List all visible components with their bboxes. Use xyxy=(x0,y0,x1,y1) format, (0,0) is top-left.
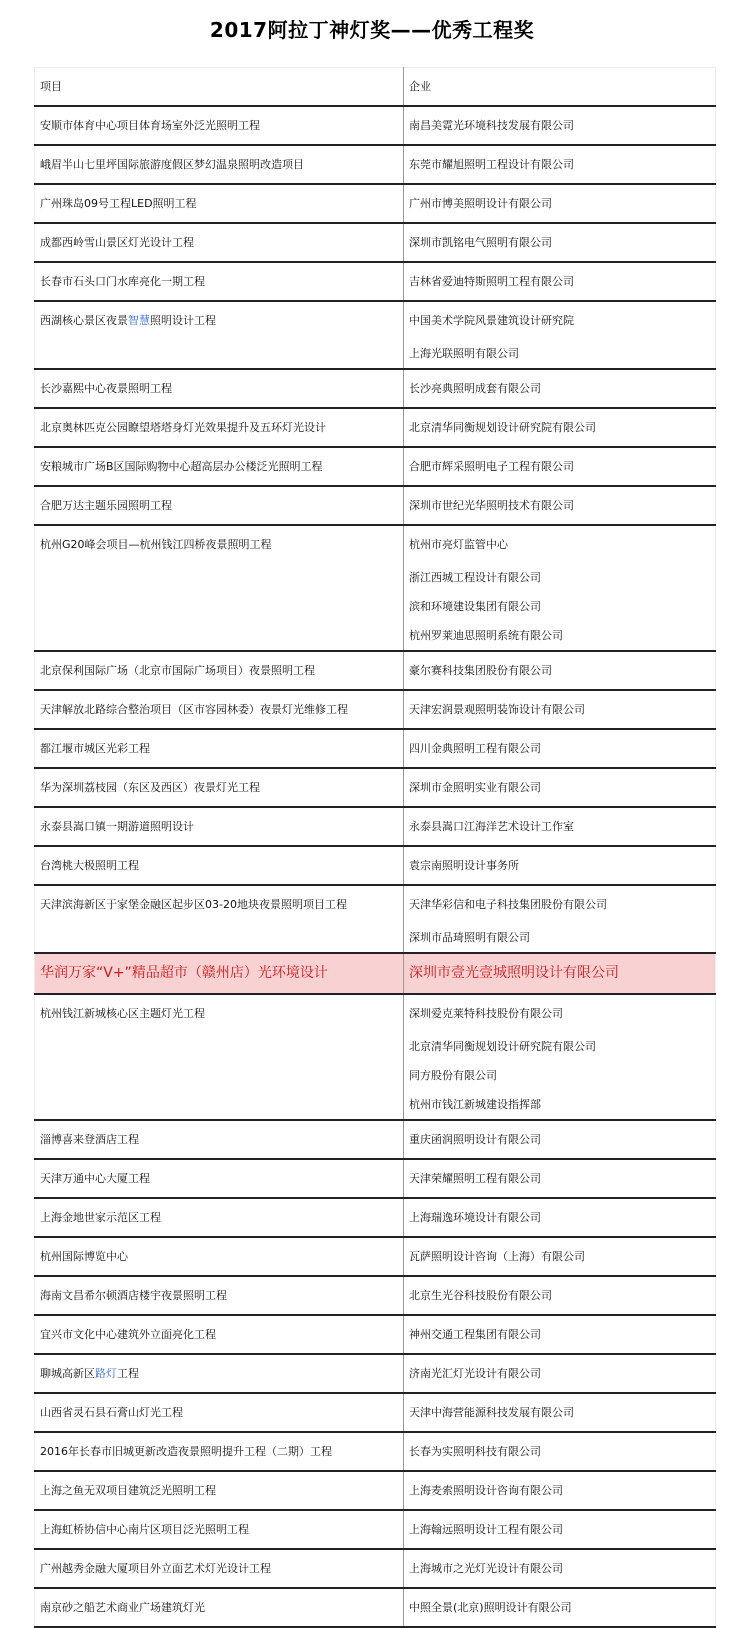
company-cell xyxy=(404,1237,716,1276)
project-name: 杭州国际博览中心 xyxy=(40,1250,128,1263)
company-name: 东莞市耀旭照明工程设计有限公司 xyxy=(409,158,574,171)
company-name: 北京清华同衡规划设计研究院有限公司 xyxy=(409,1040,596,1053)
project-name-segment: 聊城高新区 xyxy=(40,1367,95,1380)
company-cell xyxy=(404,1276,716,1315)
project-name-highlighted-segment: 智慧 xyxy=(128,314,150,327)
project-name: 天津万通中心大厦工程 xyxy=(40,1172,150,1185)
project-cell xyxy=(35,1237,404,1276)
project-name-segment: 西湖核心景区夜景 xyxy=(40,314,128,327)
project-cell xyxy=(35,1393,404,1432)
company-cell xyxy=(404,369,716,408)
company-cell xyxy=(404,486,716,525)
award-table-body xyxy=(35,68,716,1628)
company-name: 中照全景(北京)照明设计有限公司 xyxy=(409,1601,572,1614)
table-row xyxy=(35,846,716,885)
company-name: 杭州市钱江新城建设指挥部 xyxy=(409,1098,541,1111)
company-name: 天津中海营能源科技发展有限公司 xyxy=(409,1406,574,1419)
project-cell xyxy=(35,1315,404,1354)
company-name: 天津华彩信和电子科技集团股份有限公司 xyxy=(409,898,607,911)
table-row xyxy=(35,301,716,369)
company-name: 南昌美霓光环境科技发展有限公司 xyxy=(409,119,574,132)
project-cell xyxy=(35,145,404,184)
project-name: 长沙嘉熙中心夜景照明工程 xyxy=(40,382,172,395)
header-project xyxy=(35,68,404,107)
company-name: 深圳市凯铭电气照明有限公司 xyxy=(409,236,552,249)
project-name: 山西省灵石县石膏山灯光工程 xyxy=(40,1406,183,1419)
company-cell xyxy=(404,807,716,846)
table-row xyxy=(35,408,716,447)
project-cell xyxy=(35,729,404,768)
project-name: 上海虹桥协信中心南片区项目泛光照明工程 xyxy=(40,1523,249,1536)
company-cell xyxy=(404,1120,716,1159)
project-name: 北京奥林匹克公园瞭望塔塔身灯光效果提升及五环灯光设计 xyxy=(40,421,326,434)
project-name: 海南文昌希尔顿酒店楼宇夜景照明工程 xyxy=(40,1289,227,1302)
company-name: 上海光联照明有限公司 xyxy=(409,347,519,360)
project-name-highlighted-segment: 路灯 xyxy=(95,1367,117,1380)
project-name xyxy=(40,1355,403,1392)
project-cell xyxy=(35,1120,404,1159)
company-cell xyxy=(404,885,716,953)
company-cell xyxy=(404,690,716,729)
company-cell xyxy=(404,184,716,223)
company-cell xyxy=(404,768,716,807)
company-cell xyxy=(404,408,716,447)
project-cell xyxy=(35,1276,404,1315)
company-name: 中国美术学院风景建筑设计研究院 xyxy=(409,314,574,327)
company-name: 北京清华同衡规划设计研究院有限公司 xyxy=(409,421,596,434)
company-name: 吉林省爱迪特斯照明工程有限公司 xyxy=(409,275,574,288)
project-name: 广州越秀金融大厦项目外立面艺术灯光设计工程 xyxy=(40,1562,271,1575)
project-name: 安顺市体育中心项目体育场室外泛光照明工程 xyxy=(40,119,260,132)
project-cell xyxy=(35,953,404,994)
project-name: 杭州G20峰会项目—杭州钱江四桥夜景照明工程 xyxy=(40,538,272,551)
table-row xyxy=(35,1432,716,1471)
company-name: 上海麦索照明设计咨询有限公司 xyxy=(409,1484,563,1497)
project-cell xyxy=(35,301,404,369)
project-cell xyxy=(35,651,404,690)
company-name: 浙江西城工程设计有限公司 xyxy=(409,571,541,584)
project-name: 华润万家“V+”精品超市（赣州店）光环境设计 xyxy=(40,965,328,981)
project-cell xyxy=(35,223,404,262)
company-cell xyxy=(404,1471,716,1510)
project-name: 台湾桃大极照明工程 xyxy=(40,859,139,872)
company-name: 杭州罗莱迪思照明系统有限公司 xyxy=(409,629,563,642)
project-cell xyxy=(35,1471,404,1510)
project-name: 天津滨海新区于家堡金融区起步区03-20地块夜景照明项目工程 xyxy=(40,898,347,911)
project-cell xyxy=(35,1198,404,1237)
company-cell xyxy=(404,1198,716,1237)
project-cell xyxy=(35,486,404,525)
header-company-label: 企业 xyxy=(409,80,431,93)
table-row xyxy=(35,807,716,846)
company-name: 同方股份有限公司 xyxy=(409,1069,497,1082)
table-row xyxy=(35,1315,716,1354)
company-name: 深圳市品琦照明有限公司 xyxy=(409,931,530,944)
project-cell xyxy=(35,447,404,486)
project-name: 都江堰市城区光彩工程 xyxy=(40,742,150,755)
table-row xyxy=(35,729,716,768)
project-name: 峨眉半山七里坪国际旅游度假区梦幻温泉照明改造项目 xyxy=(40,158,304,171)
table-row-highlighted xyxy=(35,953,716,994)
project-cell xyxy=(35,1432,404,1471)
company-cell xyxy=(404,1393,716,1432)
table-row xyxy=(35,1471,716,1510)
company-name: 上海翰远照明设计工程有限公司 xyxy=(409,1523,563,1536)
company-name: 永泰县嵩口江海洋艺术设计工作室 xyxy=(409,820,574,833)
table-row xyxy=(35,1237,716,1276)
project-cell xyxy=(35,846,404,885)
table-row xyxy=(35,1510,716,1549)
company-name: 深圳市壹光壹城照明设计有限公司 xyxy=(409,965,619,981)
project-name: 广州珠岛09号工程LED照明工程 xyxy=(40,197,197,210)
company-cell xyxy=(404,729,716,768)
project-cell xyxy=(35,525,404,651)
company-cell xyxy=(404,223,716,262)
table-row xyxy=(35,1159,716,1198)
project-name: 2016年长春市旧城更新改造夜景照明提升工程（二期）工程 xyxy=(40,1445,332,1458)
company-name: 深圳爱克莱特科技股份有限公司 xyxy=(409,1007,563,1020)
project-name: 杭州钱江新城核心区主题灯光工程 xyxy=(40,1007,205,1020)
table-row xyxy=(35,1588,716,1627)
project-name: 南京砂之船艺术商业广场建筑灯光 xyxy=(40,1601,205,1614)
project-name: 上海金地世家示范区工程 xyxy=(40,1211,161,1224)
project-name: 宜兴市文化中心建筑外立面亮化工程 xyxy=(40,1328,216,1341)
company-cell xyxy=(404,1432,716,1471)
table-row xyxy=(35,525,716,651)
project-cell xyxy=(35,369,404,408)
table-row xyxy=(35,1120,716,1159)
company-name: 重庆函润照明设计有限公司 xyxy=(409,1133,541,1146)
company-cell xyxy=(404,651,716,690)
table-row xyxy=(35,486,716,525)
project-name: 天津解放北路综合整治项目（区市容园林委）夜景灯光维修工程 xyxy=(40,703,348,716)
project-name: 永泰县嵩口镇一期游道照明设计 xyxy=(40,820,194,833)
header-company xyxy=(404,68,716,107)
company-cell xyxy=(404,846,716,885)
table-row xyxy=(35,1354,716,1393)
company-cell xyxy=(404,1159,716,1198)
company-cell xyxy=(404,1510,716,1549)
table-row xyxy=(35,768,716,807)
table-row xyxy=(35,690,716,729)
company-name: 广州市博美照明设计有限公司 xyxy=(409,197,552,210)
company-name: 神州交通工程集团有限公司 xyxy=(409,1328,541,1341)
company-cell xyxy=(404,106,716,145)
company-cell xyxy=(404,1588,716,1627)
project-cell xyxy=(35,1510,404,1549)
company-cell xyxy=(404,447,716,486)
company-name: 合肥市辉采照明电子工程有限公司 xyxy=(409,460,574,473)
project-name: 合肥万达主题乐园照明工程 xyxy=(40,499,172,512)
company-name: 杭州市亮灯监管中心 xyxy=(409,538,508,551)
company-name: 豪尔赛科技集团股份有限公司 xyxy=(409,664,552,677)
company-name: 长春为实照明科技有限公司 xyxy=(409,1445,541,1458)
company-name: 天津荣耀照明工程有限公司 xyxy=(409,1172,541,1185)
company-cell xyxy=(404,953,716,994)
company-name: 北京生光谷科技股份有限公司 xyxy=(409,1289,552,1302)
header-project-label: 项目 xyxy=(40,80,62,93)
company-cell xyxy=(404,301,716,369)
company-cell xyxy=(404,1315,716,1354)
company-name: 四川金典照明工程有限公司 xyxy=(409,742,541,755)
project-name: 北京保利国际广场（北京市国际广场项目）夜景照明工程 xyxy=(40,664,315,677)
project-cell xyxy=(35,1549,404,1588)
project-cell xyxy=(35,1159,404,1198)
project-name: 华为深圳荔枝园（东区及西区）夜景灯光工程 xyxy=(40,781,260,794)
project-name xyxy=(40,302,403,339)
project-name: 成都西岭雪山景区灯光设计工程 xyxy=(40,236,194,249)
company-name: 上海瑞逸环境设计有限公司 xyxy=(409,1211,541,1224)
table-row xyxy=(35,447,716,486)
company-cell xyxy=(404,262,716,301)
company-name: 济南光汇灯光设计有限公司 xyxy=(409,1367,541,1380)
table-row xyxy=(35,262,716,301)
table-row xyxy=(35,994,716,1120)
table-row xyxy=(35,1198,716,1237)
table-row xyxy=(35,885,716,953)
project-name: 安粮城市广场B区国际购物中心超高层办公楼泛光照明工程 xyxy=(40,460,323,473)
company-name: 天津宏润景观照明装饰设计有限公司 xyxy=(409,703,585,716)
company-name: 上海城市之光灯光设计有限公司 xyxy=(409,1562,563,1575)
table-row xyxy=(35,223,716,262)
table-row xyxy=(35,1549,716,1588)
company-name: 长沙亮典照明成套有限公司 xyxy=(409,382,541,395)
company-name: 袁宗南照明设计事务所 xyxy=(409,859,519,872)
project-cell xyxy=(35,262,404,301)
company-cell xyxy=(404,1354,716,1393)
company-name: 瓦萨照明设计咨询（上海）有限公司 xyxy=(409,1250,585,1263)
company-name: 滨和环境建设集团有限公司 xyxy=(409,600,541,613)
project-cell xyxy=(35,184,404,223)
table-header-row xyxy=(35,68,716,107)
company-name: 深圳市金照明实业有限公司 xyxy=(409,781,541,794)
project-cell xyxy=(35,408,404,447)
project-cell xyxy=(35,1588,404,1627)
table-row xyxy=(35,1393,716,1432)
project-name: 上海之鱼无双项目建筑泛光照明工程 xyxy=(40,1484,216,1497)
project-name-segment: 照明设计工程 xyxy=(150,314,216,327)
project-cell xyxy=(35,106,404,145)
project-cell xyxy=(35,807,404,846)
company-cell xyxy=(404,1549,716,1588)
company-cell xyxy=(404,994,716,1120)
company-cell xyxy=(404,145,716,184)
project-name: 淄博喜来登酒店工程 xyxy=(40,1133,139,1146)
table-row xyxy=(35,106,716,145)
project-cell xyxy=(35,768,404,807)
page-title: 2017阿拉丁神灯奖——优秀工程奖 xyxy=(209,18,535,42)
project-name-segment: 工程 xyxy=(117,1367,139,1380)
table-row xyxy=(35,369,716,408)
company-name: 深圳市世纪光华照明技术有限公司 xyxy=(409,499,574,512)
project-cell xyxy=(35,690,404,729)
project-cell xyxy=(35,885,404,953)
project-name: 长春市石头口门水库亮化一期工程 xyxy=(40,275,205,288)
table-row xyxy=(35,651,716,690)
project-cell xyxy=(35,1354,404,1393)
company-cell xyxy=(404,525,716,651)
award-table xyxy=(34,67,716,1628)
table-row xyxy=(35,145,716,184)
table-row xyxy=(35,1276,716,1315)
table-row xyxy=(35,184,716,223)
project-cell xyxy=(35,994,404,1120)
